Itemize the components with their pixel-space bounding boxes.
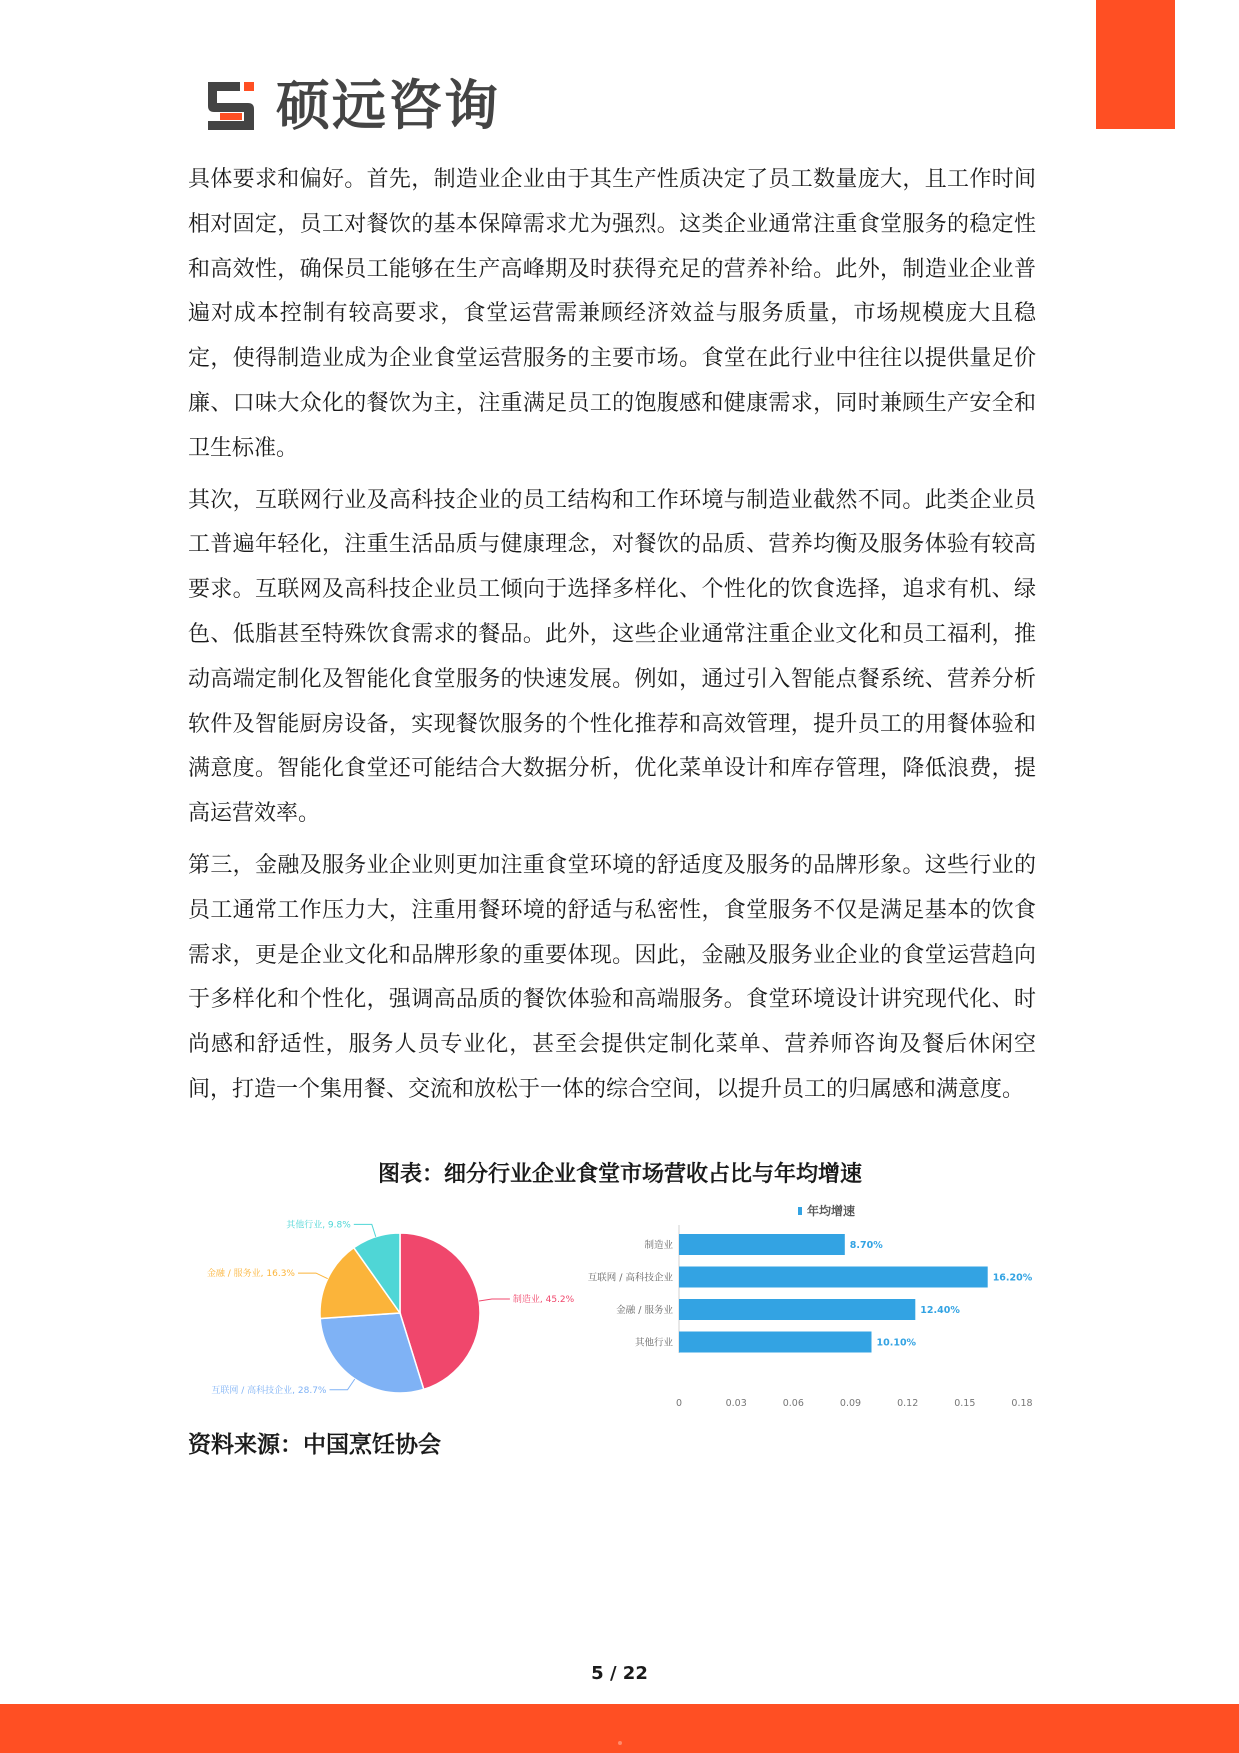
paragraph: 其次，互联网行业及高科技企业的员工结构和工作环境与制造业截然不同。此类企业员工普遍年轻化，注重生活品质与健康理念，对餐饮的品质、营养均衡及服务体验有较高要求。互联网及高科技企业员工倾向于选择多样化、个性化的饮食选择，追求有机、绿色、低脂甚至特殊饮食需求的餐品。此外，这些企业通常注重企业文化和员工福利，推动高端定制化及智能化食堂服务的快速发展。例如，通过引入智能点餐系统、营养分析软件及智能厨房设备，实现餐饮服务的个性化推荐和高效管理，提升员工的用餐体验和满意度。智能化食堂还可能结合大数据分析，优化菜单设计和库存管理，降低浪费，提高运营效率。: [188, 487, 1036, 827]
x-tick-label: 0.18: [1011, 1398, 1033, 1409]
paragraph: 第三，金融及服务业企业则更加注重食堂环境的舒适度及服务的品牌形象。这些行业的员工通常工作压力大，注重用餐环境的舒适与私密性，食堂服务不仅是满足基本的饮食需求，更是企业文化和品牌形象的重要体现。因此，金融及服务业企业的食堂运营趋向于多样化和个性化，强调高品质的餐饮体验和高端服务。食堂环境设计讲究现代化、时尚感和舒适性，服务人员专业化，甚至会提供定制化菜单、营养师咨询及餐后休闲空间，打造一个集用餐、交流和放松于一体的综合空间，以提升员工的归属感和满意度。: [188, 852, 1036, 1102]
footer-dot: [618, 1741, 622, 1745]
brand-logo: [200, 76, 500, 136]
brand-name: 硕远咨询: [276, 74, 500, 137]
bar-value-label: 16.20%: [992, 1272, 1033, 1284]
pie-slice-label: 制造业, 45.2%: [512, 1295, 575, 1305]
figure-chart: [188, 1195, 1052, 1415]
pie-leader-line: [354, 1224, 376, 1236]
figure-title: 图表：细分行业企业食堂市场营收占比与年均增速: [377, 1162, 862, 1187]
bar-value-label: 12.40%: [920, 1305, 960, 1316]
pie-leader-line: [479, 1299, 510, 1301]
paragraph: 具体要求和偏好。首先，制造业企业由于其生产性质决定了员工数量庞大，且工作时间相对固定，员工对餐饮的基本保障需求尤为强烈。这类企业通常注重食堂服务的稳定性和高效性，确保员工能够在生产高峰期及时获得充足的营养补给。此外，制造业企业普遍对成本控制有较高要求，食堂运营需兼顾经济效益与服务质量，市场规模庞大且稳定，使得制造业成为企业食堂运营服务的主要市场。食堂在此行业中往往以提供量足价廉、口味大众化的餐饮为主，注重满足员工的饱腹感和健康需求，同时兼顾生产安全和卫生标准。: [188, 167, 1036, 461]
x-tick-label: 0.15: [954, 1398, 976, 1409]
x-tick-label: 0.03: [725, 1398, 747, 1409]
category-label: 其他行业: [634, 1337, 673, 1349]
x-tick-label: 0.06: [782, 1398, 804, 1409]
bar: [679, 1234, 845, 1255]
legend-marker: [798, 1207, 802, 1215]
category-label: 制造业: [644, 1240, 673, 1251]
body-text: [188, 158, 1036, 1120]
bar: [679, 1299, 915, 1320]
legend-label: 年均增速: [807, 1204, 856, 1218]
bar-value-label: 10.10%: [876, 1337, 917, 1349]
pie-leader-line: [298, 1273, 328, 1279]
category-label: 金融 / 服务业: [616, 1305, 673, 1316]
page-number: 5 / 22: [591, 1663, 648, 1684]
category-label: 互联网 / 高科技企业: [587, 1272, 673, 1284]
pie-slice-label: 金融 / 服务业, 16.3%: [206, 1269, 295, 1280]
bar-value-label: 8.70%: [849, 1240, 883, 1251]
bar: [679, 1332, 872, 1353]
bar-chart: [588, 1203, 1033, 1409]
pie-leader-line: [330, 1379, 355, 1390]
footer-bar: [0, 1704, 1239, 1753]
x-tick-label: 0.12: [897, 1398, 919, 1409]
bar: [679, 1267, 988, 1288]
x-tick-label: 0.09: [839, 1398, 862, 1409]
corner-accent-block: [1096, 0, 1175, 129]
figure-source: 资料来源：中国烹饪协会: [188, 1432, 441, 1458]
s-mark-logo-icon: [200, 78, 262, 134]
pie-slice-label: 互联网 / 高科技企业, 28.7%: [211, 1385, 327, 1396]
pie-slice-label: 其他行业, 9.8%: [286, 1220, 351, 1231]
pie-chart: [207, 1218, 575, 1395]
x-tick-label: 0: [675, 1398, 683, 1409]
